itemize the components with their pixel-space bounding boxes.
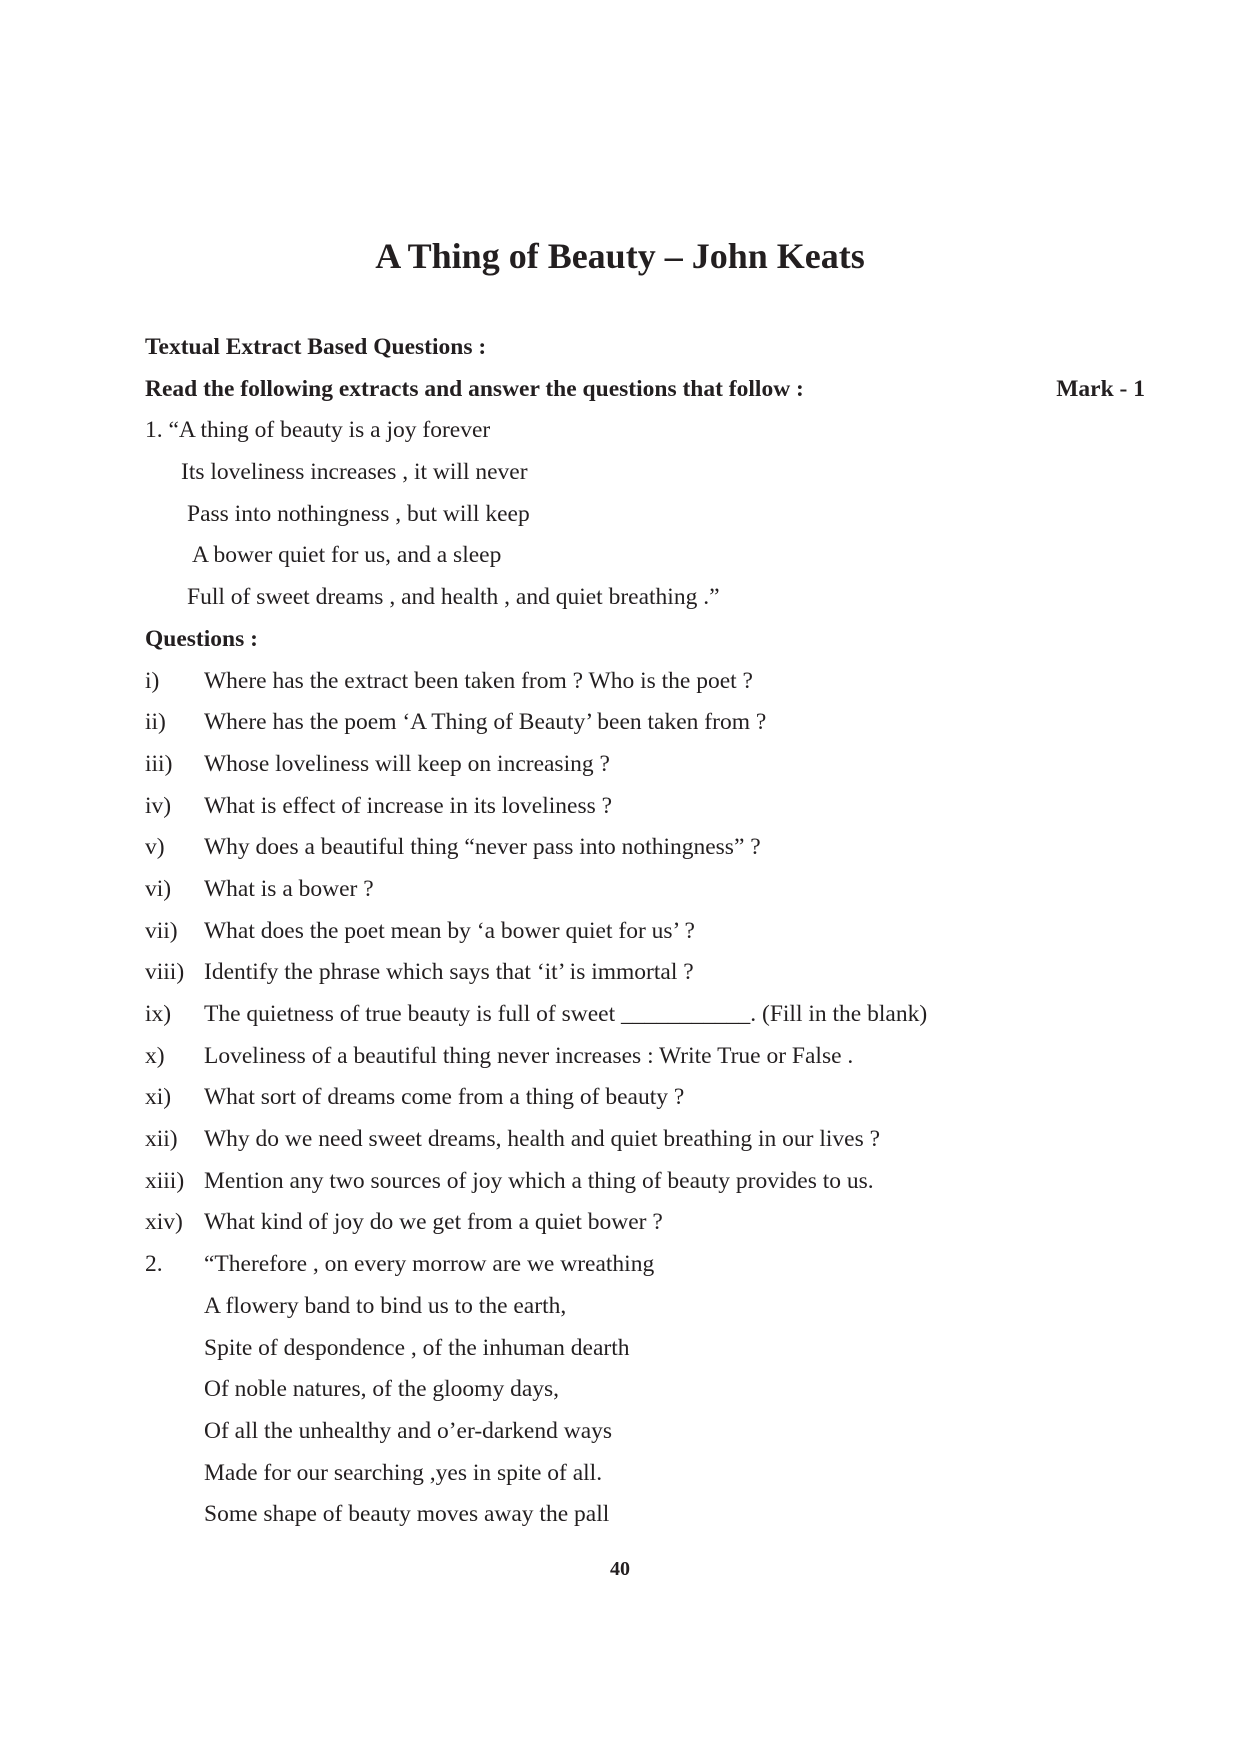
- question-number: xiii): [145, 1167, 185, 1194]
- question-number: ix): [145, 1001, 172, 1027]
- question-number: iv): [145, 792, 172, 819]
- question-text: Loveliness of a beautiful thing never increases : Write True or False .: [204, 1042, 854, 1069]
- extract1-line-2: Its loveliness increases , it will never: [181, 459, 528, 486]
- question-item: [145, 744, 1135, 786]
- extract1-text-1: “A thing of beauty is a joy forever: [168, 417, 491, 444]
- extract2-line-3: Spite of despondence , of the inhuman dearth: [204, 1334, 630, 1361]
- extract2-line-5: Of all the unhealthy and o’er-darkend ways: [204, 1417, 613, 1444]
- extract2-number: 2.: [145, 1251, 163, 1278]
- question-item: [145, 911, 1135, 953]
- question-item: [145, 869, 1135, 911]
- question-number: xiv): [145, 1209, 183, 1236]
- question-text: What does the poet mean by ‘a bower quiet for us’ ?: [204, 917, 695, 944]
- question-text: Where has the extract been taken from ? Who is the poet ?: [204, 667, 753, 694]
- question-item: [145, 1036, 1135, 1078]
- question-number: ii): [145, 709, 166, 736]
- question-number: iii): [145, 750, 173, 777]
- question-text: The quietness of true beauty is full of sweet ___________. (Fill in the blank): [204, 1001, 928, 1027]
- extract2-line-6: Made for our searching ,yes in spite of all.: [204, 1459, 603, 1486]
- extract2-line-1: [145, 1244, 1135, 1286]
- question-text: Mention any two sources of joy which a thing of beauty provides to us.: [204, 1167, 874, 1194]
- question-text: Identify the phrase which says that ‘it’ is immortal ?: [204, 959, 694, 986]
- question-text: What kind of joy do we get from a quiet bower ?: [204, 1209, 663, 1236]
- question-text: Why does a beautiful thing “never pass into nothingness” ?: [204, 834, 761, 861]
- question-item: [145, 1161, 1135, 1203]
- extract1-line-5: Full of sweet dreams , and health , and quiet breathing .”: [187, 584, 720, 611]
- question-item: [145, 827, 1135, 869]
- question-number: xi): [145, 1084, 172, 1111]
- question-item: [145, 661, 1135, 703]
- question-item: [145, 994, 1135, 1036]
- question-item: [145, 786, 1135, 828]
- extract1-line-3: Pass into nothingness , but will keep: [187, 500, 530, 527]
- extract2-line-4: Of noble natures, of the gloomy days,: [204, 1376, 560, 1403]
- question-text: Why do we need sweet dreams, health and quiet breathing in our lives ?: [204, 1126, 881, 1153]
- page-title: A Thing of Beauty – John Keats: [375, 236, 865, 276]
- extract1-line-4: A bower quiet for us, and a sleep: [192, 542, 502, 569]
- question-number: i): [145, 667, 160, 694]
- extract2-text-1: “Therefore , on every morrow are we wreathing: [204, 1251, 655, 1278]
- question-number: vii): [145, 917, 178, 944]
- extract1-number: 1.: [145, 417, 163, 444]
- question-number: viii): [145, 959, 185, 986]
- extract1-line-1: [145, 410, 1135, 452]
- question-item: [145, 952, 1135, 994]
- question-number: x): [145, 1042, 165, 1069]
- question-item: [145, 1202, 1135, 1244]
- extract2-line-2: A flowery band to bind us to the earth,: [204, 1292, 567, 1319]
- question-item: [145, 1077, 1135, 1119]
- questions-heading: Questions :: [145, 625, 258, 652]
- question-text: Whose loveliness will keep on increasing ?: [204, 750, 610, 777]
- instruction-text: Read the following extracts and answer the questions that follow :: [145, 375, 804, 402]
- question-text: What is effect of increase in its loveliness ?: [204, 792, 613, 819]
- question-item: [145, 1119, 1135, 1161]
- question-text: What is a bower ?: [204, 875, 374, 902]
- section-heading: Textual Extract Based Questions :: [145, 334, 487, 360]
- page-content: [145, 327, 1145, 1536]
- page-number: 40: [610, 1558, 630, 1580]
- question-text: Where has the poem ‘A Thing of Beauty’ been taken from ?: [204, 709, 767, 736]
- question-number: v): [145, 834, 165, 861]
- extract2-line-7: Some shape of beauty moves away the pall: [204, 1501, 610, 1528]
- mark-label: Mark - 1: [1056, 375, 1145, 402]
- question-item: [145, 702, 1135, 744]
- instruction-line: [145, 369, 1145, 411]
- question-number: xii): [145, 1126, 178, 1153]
- question-text: What sort of dreams come from a thing of beauty ?: [204, 1084, 685, 1111]
- question-number: vi): [145, 875, 172, 902]
